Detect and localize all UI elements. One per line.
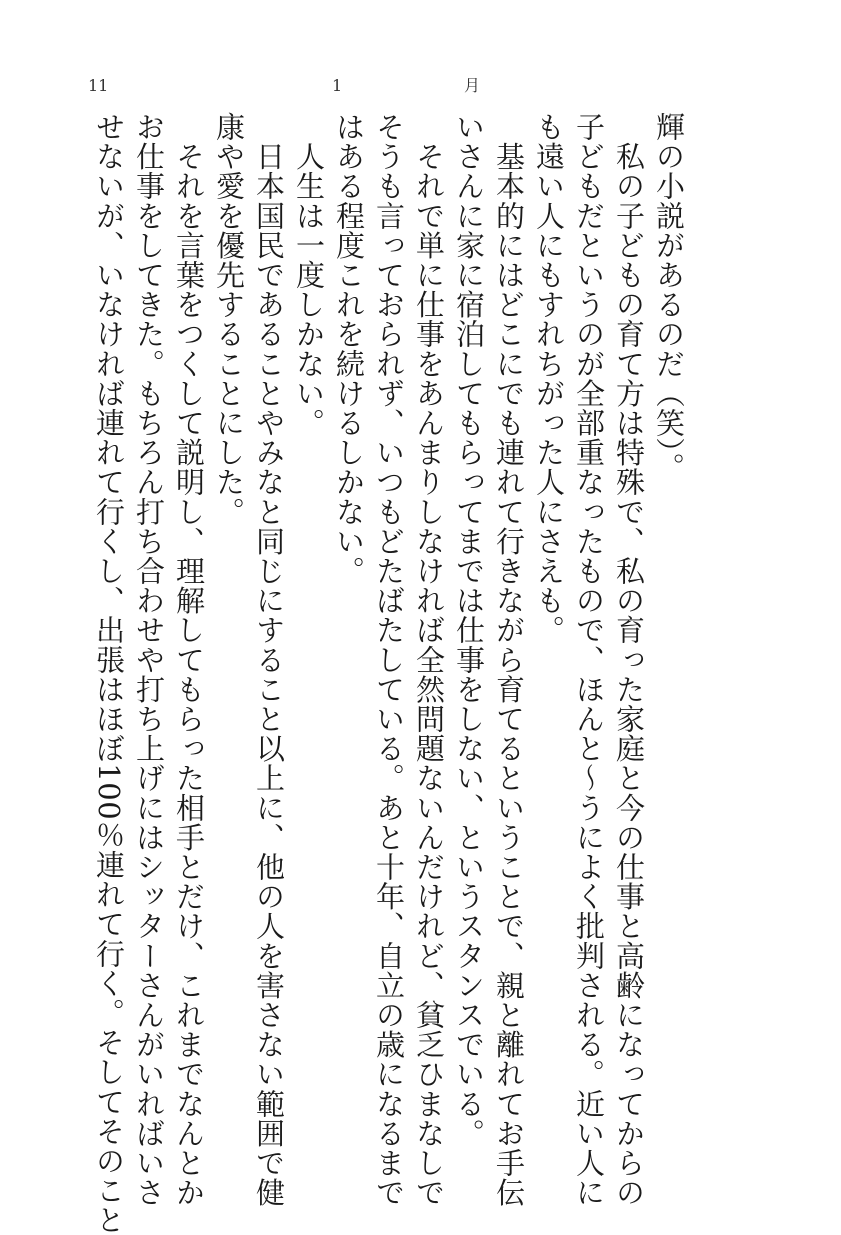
text-line: はある程度これを続けるしかない。 [332, 112, 366, 586]
header-mark-number: 1 [332, 76, 343, 95]
text-line: も遠い人にもすれちがった人にさえも。 [532, 112, 566, 645]
text-line: 私の子どもの育て方は特殊で、私の育った家庭と今の仕事と高齢になってからの [612, 112, 646, 1208]
vertical-text-body [92, 112, 689, 1235]
text-line: 子どもだというのが全部重なったもので、ほんと〜うによく批判される。近い人に [572, 112, 606, 1208]
text-line: 康や愛を優先することにした。 [212, 112, 246, 527]
text-line: 輝の小説があるのだ（笑）。 [652, 112, 686, 483]
text-line: せないが、いなければ連れて行くし、出張はほぼ100％連れて行く。そしてそのこと [92, 112, 126, 1235]
text-line: 日本国民であることやみなと同じにすること以上に、他の人を害さない範囲で健 [252, 112, 286, 1208]
header-mark-month: 月 [464, 76, 481, 95]
text-line: 基本的にはどこにでも連れて行きながら育てるということで、親と離れてお手伝 [492, 112, 526, 1208]
text-line: いさんに家に宿泊してもらってまでは仕事をしない、というスタンスでいる。 [452, 112, 486, 1148]
text-line: それで単に仕事をあんまりしなければ全然問題ないんだけれど、貧乏ひまなしで [412, 112, 446, 1208]
page-number: 11 [88, 76, 109, 95]
text-line: そうも言っておられず、いつもどたばたしている。あと十年、自立の歳になるまで [372, 112, 406, 1208]
text-line: 人生は一度しかない。 [292, 112, 326, 438]
text-line: それを言葉をつくして説明し、理解してもらった相手とだけ、これまでなんとか [172, 112, 206, 1208]
text-line: お仕事をしてきた。もちろん打ち合わせや打ち上げにはシッターさんがいればいさ [132, 112, 166, 1208]
